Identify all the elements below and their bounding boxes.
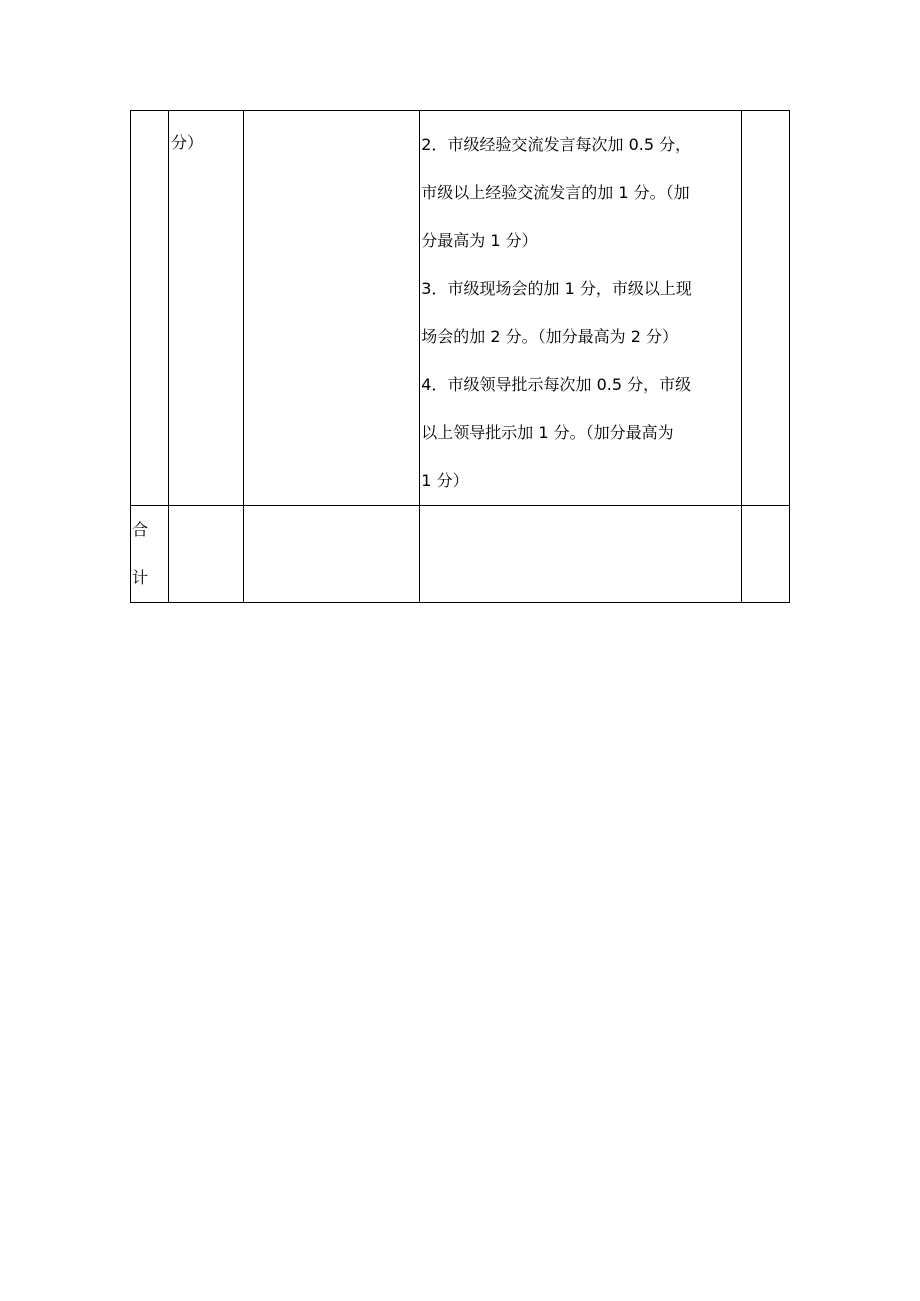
table-cell-index — [131, 111, 169, 506]
table-row-continuation — [131, 111, 790, 506]
table-cell-content — [243, 111, 420, 506]
table-cell-category — [169, 111, 243, 506]
table-cell-criteria — [420, 111, 741, 506]
criteria-line: 4．市级领导批示每次加 0.5 分，市级 — [421, 375, 692, 394]
table-cell-total-category — [169, 506, 243, 603]
criteria-line: 3．市级现场会的加 1 分，市级以上现 — [421, 279, 692, 298]
table-cell-total-criteria — [420, 506, 741, 603]
criteria-line: 分最高为 1 分） — [421, 231, 538, 250]
table-row-total — [131, 506, 790, 603]
criteria-line: 场会的加 2 分。（加分最高为 2 分） — [421, 327, 679, 346]
total-label-char: 合 — [132, 520, 149, 539]
total-label-char: 计 — [132, 568, 149, 587]
scoring-table — [130, 110, 790, 603]
table-cell-total-score — [741, 506, 789, 603]
total-label — [131, 506, 168, 602]
table-cell-score — [741, 111, 789, 506]
table-cell-total-content — [243, 506, 420, 603]
criteria-line: 以上领导批示加 1 分。（加分最高为 — [421, 423, 674, 442]
criteria-line: 2．市级经验交流发言每次加 0.5 分， — [421, 135, 692, 154]
category-continuation-text: 分） — [171, 133, 204, 152]
criteria-line: 1 分） — [421, 471, 469, 490]
criteria-text-block — [420, 111, 740, 505]
table-cell-total-label — [131, 506, 169, 603]
criteria-line: 市级以上经验交流发言的加 1 分。（加 — [421, 183, 690, 202]
